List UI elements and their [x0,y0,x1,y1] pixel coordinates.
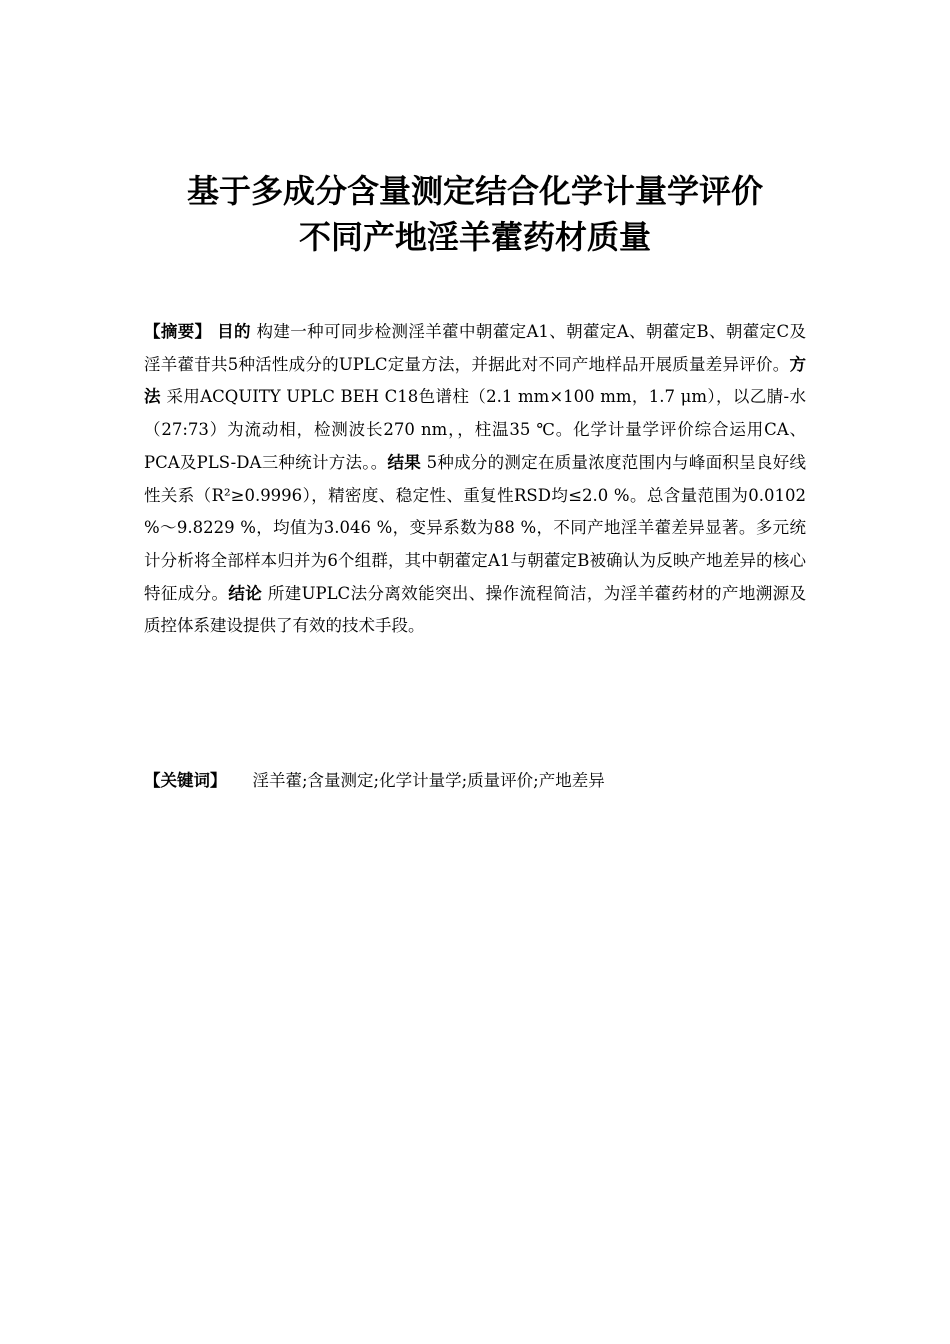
objective-text: 构建一种可同步检测淫羊藿中朝藿定A1、朝藿定A、朝藿定B、朝藿定C及淫羊藿苷共5种活性成分的UPLC定量方法，并据此对不同产地样品开展质量差异评价。 [144,322,807,374]
abstract [144,316,806,643]
conclusion-text: 所建UPLC法分离效能突出、操作流程简洁，为淫羊藿药材的产地溯源及质控体系建设提供了有效的技术手段。 [144,583,807,636]
conclusion-label: 结论 [228,583,263,603]
results-text: 5种成分的测定在质量浓度范围内与峰面积呈良好线性关系（R²≥0.9996），精密度、稳定性、重复性RSD均≤2.0 %。总含量范围为0.0102 %～9.8229 %，均值为3.046 %，变异系数为88 %，不同产地淫羊藿差异显著。多元统计分析将全部样本归并为6个组群，其中朝藿定A1与朝藿定B被确认为反映产地差异的核心特征成分。 [144,452,806,603]
methods-text: 采用ACQUITY UPLC BEH C18色谱柱（2.1 mm×100 mm，1.7 μm），以乙腈-水（27:73）为流动相，检测波长270 nm，，柱温35 ℃。化学计量学评价综合运用CA、PCA及PLS-DA三种统计方法。。 [144,387,806,472]
paper-title [120,168,830,260]
objective-label: 目的 [217,322,251,341]
keywords-text: 淫羊藿;含量测定;化学计量学;质量评价;产地差异 [252,771,605,790]
title-line-1: 基于多成分含量测定结合化学计量学评价 [186,172,763,210]
abstract-label: 【摘要】 [144,322,212,341]
results-label: 结果 [387,452,422,472]
keywords-label: 【关键词】 [144,771,227,790]
keywords [144,765,806,797]
methods-label: 方法 [144,354,806,407]
title-line-2: 不同产地淫羊藿药材质量 [298,218,651,256]
